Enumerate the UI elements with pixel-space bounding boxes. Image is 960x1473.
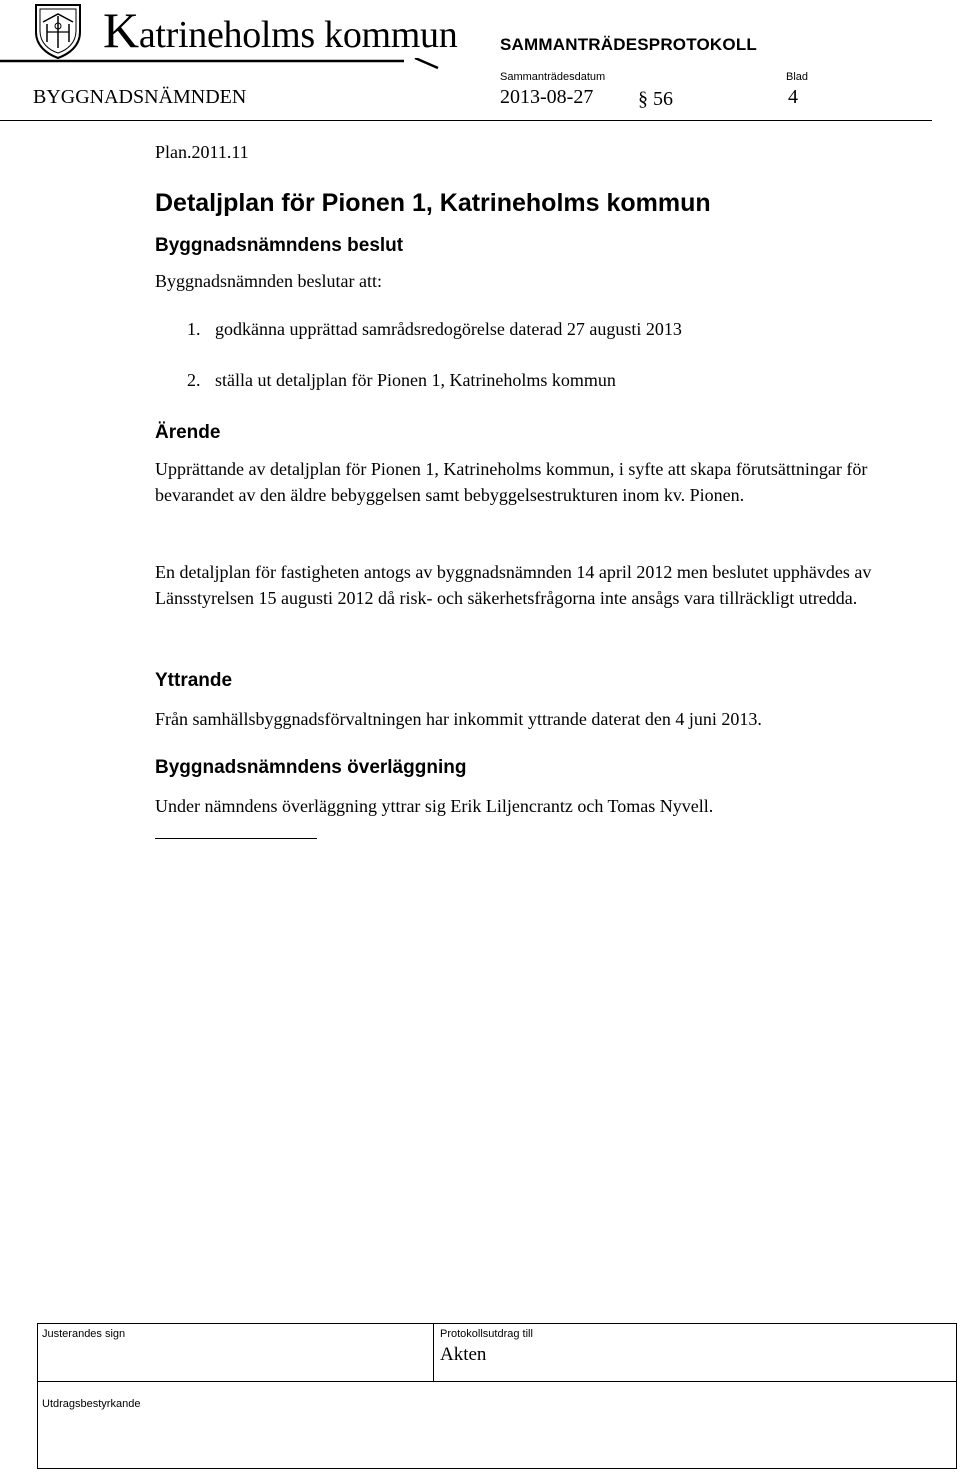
statement-text: Från samhällsbyggnadsförvaltningen har inkommit yttrande daterat den 4 juni 2013. xyxy=(155,709,762,729)
header-decoration-line xyxy=(0,58,440,70)
page-title: Detaljplan för Pionen 1, Katrineholms kommun xyxy=(155,189,711,217)
municipality-name: Katrineholms kommun xyxy=(103,2,458,58)
case-reference: Plan.2011.11 xyxy=(155,142,249,162)
statement-heading: Yttrande xyxy=(155,670,233,691)
header-divider xyxy=(0,120,932,121)
decision-intro: Byggnadsnämnden beslutar att: xyxy=(155,271,382,291)
deliberation-text: Under nämndens överläggning yttrar sig Erik Liljencrantz och Tomas Nyvell. xyxy=(155,796,714,816)
end-divider xyxy=(155,838,317,839)
extract-label: Protokollsutdrag till xyxy=(440,1328,533,1340)
document-type: SAMMANTRÄDESPROTOKOLL xyxy=(500,35,757,54)
certification-label: Utdragsbestyrkande xyxy=(42,1398,141,1410)
matter-paragraph-1: Upprättande av detaljplan för Pionen 1, Katrineholms kommun, i syfte att skapa förutsättningar för bevarandet av den äldre bebyggelsen samt bebyggelsestrukturen inom kv. Pionen. xyxy=(155,459,868,505)
decision-item: 2. ställa ut detaljplan för Pionen 1, Katrineholms kommun xyxy=(187,370,616,390)
meeting-date-label: Sammanträdesdatum xyxy=(500,71,606,83)
decision-heading: Byggnadsnämndens beslut xyxy=(155,235,404,256)
matter-paragraph-2: En detaljplan för fastigheten antogs av byggnadsnämnden 14 april 2012 men beslutet upphävdes av Länsstyrelsen 15 augusti 2012 då risk- och säkerhetsfrågorna inte ansågs vara tillräckligt utredda. xyxy=(155,562,872,608)
footer-divider-horizontal xyxy=(38,1381,956,1382)
sheet-label: Blad xyxy=(786,71,809,83)
matter-heading: Ärende xyxy=(155,422,221,443)
decision-item: 1. godkänna upprättad samrådsredogörelse daterad 27 augusti 2013 xyxy=(187,319,682,339)
footer-box xyxy=(37,1323,957,1469)
sheet-number: 4 xyxy=(788,86,798,108)
signature-label: Justerandes sign xyxy=(42,1328,126,1340)
deliberation-heading: Byggnadsnämndens överläggning xyxy=(155,757,467,778)
footer-divider-vertical xyxy=(433,1324,434,1381)
section-number: § 56 xyxy=(638,88,673,110)
coat-of-arms-icon xyxy=(33,2,83,60)
meeting-date: 2013-08-27 xyxy=(500,86,594,108)
board-name: BYGGNADSNÄMNDEN xyxy=(33,86,247,108)
extract-recipient: Akten xyxy=(440,1344,487,1365)
